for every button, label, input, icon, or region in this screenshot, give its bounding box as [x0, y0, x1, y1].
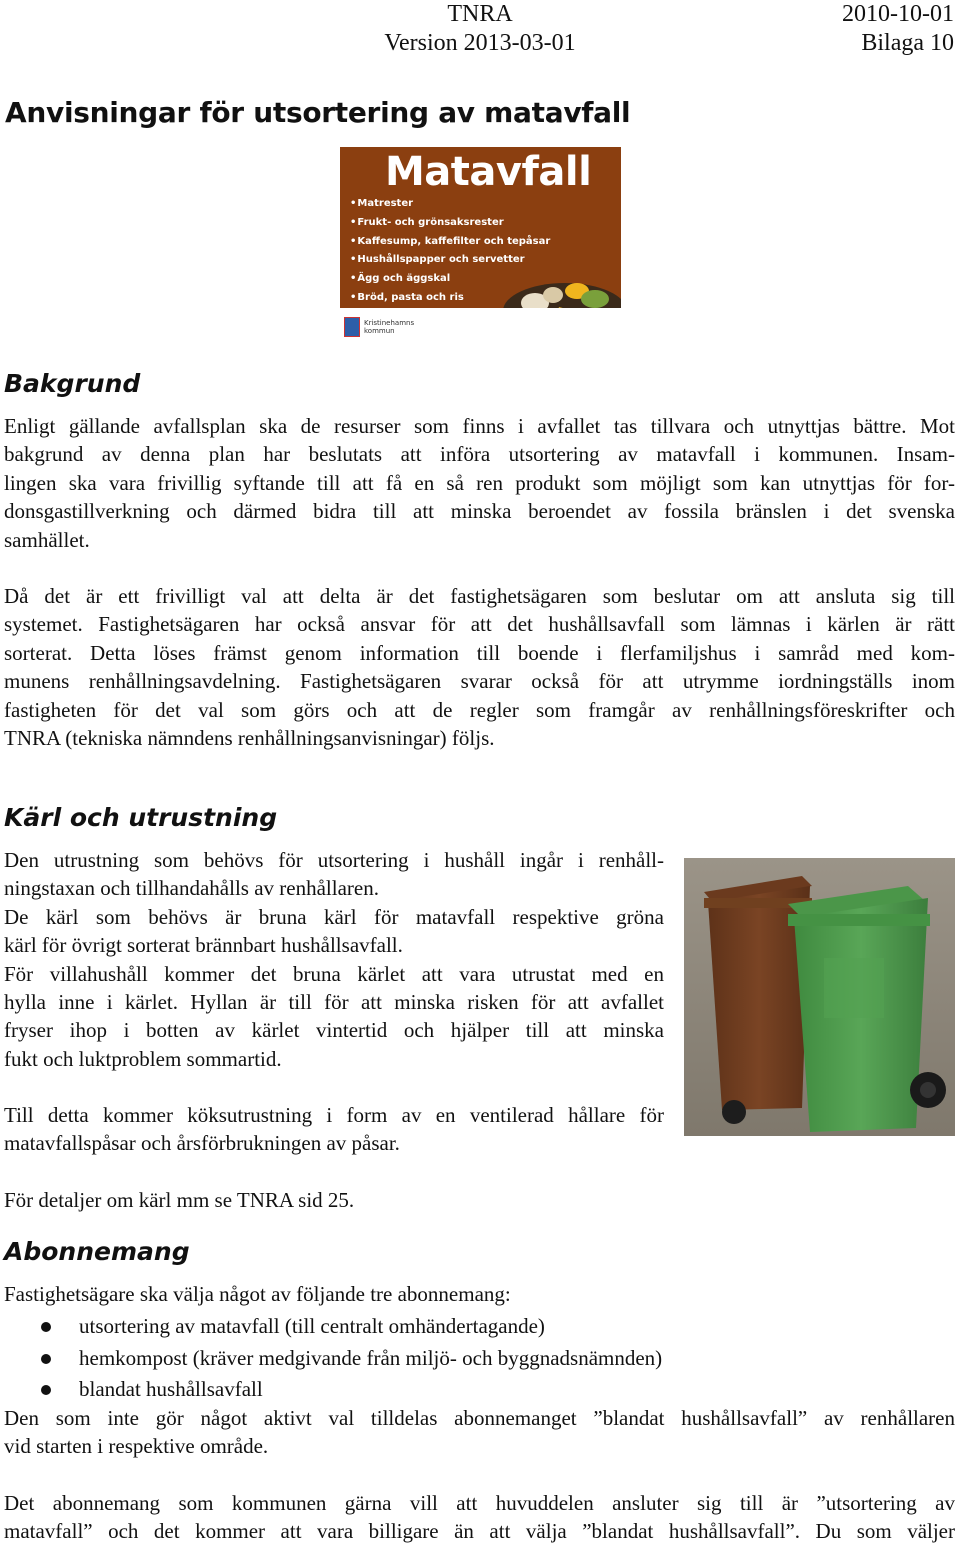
- paragraph-karl-3: [4, 1186, 664, 1214]
- bullet-icon: [41, 1354, 51, 1364]
- header-org: TNRA: [447, 1, 513, 27]
- paragraph-bakgrund-2: [4, 582, 955, 752]
- logo-text-2: kommun: [364, 327, 395, 335]
- header-version: Version 2013-03-01: [384, 30, 576, 56]
- bullet-icon: [41, 1385, 51, 1395]
- text-line: fukt och luktproblem sommartid.: [4, 1046, 282, 1071]
- poster-item: • Ägg och äggskal: [350, 270, 550, 289]
- bullet-icon: [41, 1322, 51, 1332]
- paragraph-abonnemang-2: [4, 1489, 955, 1546]
- text-line: Då det är ett frivilligt val att delta är det fastighetsägaren som beslutar om att ansluta sig till: [4, 584, 955, 608]
- page-header-right: [842, 0, 954, 58]
- text-line: fastigheten för det val som görs och att de regler som framgår av renhållningsföreskrifter och: [4, 697, 955, 722]
- text-line: Enligt gällande avfallsplan ska de resurser som finns i avfallet tas tillvara och utnyttjas bättre. Mot: [4, 414, 955, 438]
- list-item-text: blandat hushållsavfall: [79, 1377, 263, 1401]
- text-line: Till detta kommer köksutrustning i form av en ventilerad hållare för: [4, 1103, 664, 1127]
- poster-item: • Hushållspapper och servetter: [350, 251, 550, 270]
- paragraph-bakgrund-1: [4, 412, 955, 554]
- text-line: vid starten i respektive område.: [4, 1434, 269, 1459]
- text-line: För detaljer om kärl mm se TNRA sid 25.: [4, 1188, 355, 1212]
- list-item: [0, 1343, 662, 1375]
- poster-item: • Bröd, pasta och ris: [350, 289, 550, 308]
- matavfall-poster: [340, 147, 621, 341]
- paragraph-abonnemang-1: [4, 1404, 955, 1461]
- text-line: matavfallspåsar och årsförbrukningen av påsar.: [4, 1131, 400, 1156]
- text-line: De kärl som behövs är bruna kärl för matavfall respektive gröna: [4, 904, 664, 929]
- text-line: kärl för övrigt sorterat brännbart hushållsavfall.: [4, 933, 403, 958]
- header-date: 2010-10-01: [842, 1, 954, 27]
- text-line: hylla inne i kärlet. Hyllan är till för att minska risken för att avfallet: [4, 990, 664, 1015]
- text-line: samhället.: [4, 527, 90, 552]
- text-line: sorterat. Detta löses främst genom information till boende i flerfamiljshus i samråd med kom-: [4, 640, 955, 665]
- page-header-center: [300, 0, 660, 58]
- heading-abonnemang: Abonnemang: [4, 1237, 190, 1266]
- text-line: ningstaxan och tillhandahålls av renhållaren.: [4, 876, 379, 901]
- text-line: TNRA (tekniska nämndens renhållningsanvisningar) följs.: [4, 726, 495, 751]
- logo-text-1: Kristinehamns: [364, 319, 415, 327]
- text-line: munens renhållningsavdelning. Fastighetsägaren svarar också för att utrymme iordningställs inom: [4, 669, 955, 694]
- municipality-logo: [344, 317, 414, 337]
- poster-item: • Matrester: [350, 195, 550, 214]
- text-line: matavfall” och det kommer att vara billigare än att välja ”blandat hushållsavfall”. Du som väljer: [4, 1519, 955, 1544]
- text-line: lingen ska vara frivillig syftande till att få en så ren produkt som möjligt som kan utnyttjas för for-: [4, 470, 955, 495]
- text-line: Det abonnemang som kommunen gärna vill att huvuddelen ansluter sig till är ”utsortering av: [4, 1491, 955, 1515]
- text-line: bakgrund av denna plan har beslutats att införa utsortering av matavfall i kommunen. Insam-: [4, 442, 955, 467]
- page-title: Anvisningar för utsortering av matavfall: [5, 96, 631, 129]
- header-appendix: Bilaga 10: [861, 30, 954, 56]
- text-line: systemet. Fastighetsägaren har också ansvar för att det hushållsavfall som lämnas i kärlen är rätt: [4, 612, 955, 637]
- list-item-text: hemkompost (kräver medgivande från miljö- och byggnadsnämnden): [79, 1345, 663, 1370]
- poster-item: • Frukt- och grönsaksrester: [350, 214, 550, 233]
- paragraph-karl-1: [4, 846, 664, 1073]
- list-item: [0, 1311, 662, 1343]
- paragraph-karl-2: [4, 1101, 664, 1158]
- waste-bins-photo: [684, 858, 955, 1136]
- paragraph-abonnemang-intro: [4, 1280, 955, 1308]
- text-line: Den som inte gör något aktivt val tilldelas abonnemanget ”blandat hushållsavfall” av renhållaren: [4, 1406, 955, 1430]
- text-line: För villahushåll kommer det bruna kärlet att vara utrustat med en: [4, 961, 664, 986]
- poster-item: • Kaffesump, kaffefilter och tepåsar: [350, 233, 550, 252]
- text-line: fryser ihop i botten av kärlet vintertid och hjälper till att minska: [4, 1018, 664, 1043]
- text-line: Fastighetsägare ska välja något av följande tre abonnemang:: [4, 1282, 511, 1306]
- heading-karl: Kärl och utrustning: [4, 803, 278, 832]
- crest-icon: [344, 317, 360, 337]
- subscription-options-list: [0, 1311, 662, 1406]
- text-line: Den utrustning som behövs för utsortering i hushåll ingår i renhåll-: [4, 848, 664, 872]
- list-item: [0, 1374, 662, 1406]
- list-item-text: utsortering av matavfall (till centralt omhändertagande): [79, 1314, 545, 1338]
- poster-title: Matavfall: [385, 149, 592, 195]
- heading-bakgrund: Bakgrund: [4, 369, 141, 398]
- text-line: donsgastillverkning och därmed bidra till att minska beroendet av fossila bränslen i det svenska: [4, 499, 955, 524]
